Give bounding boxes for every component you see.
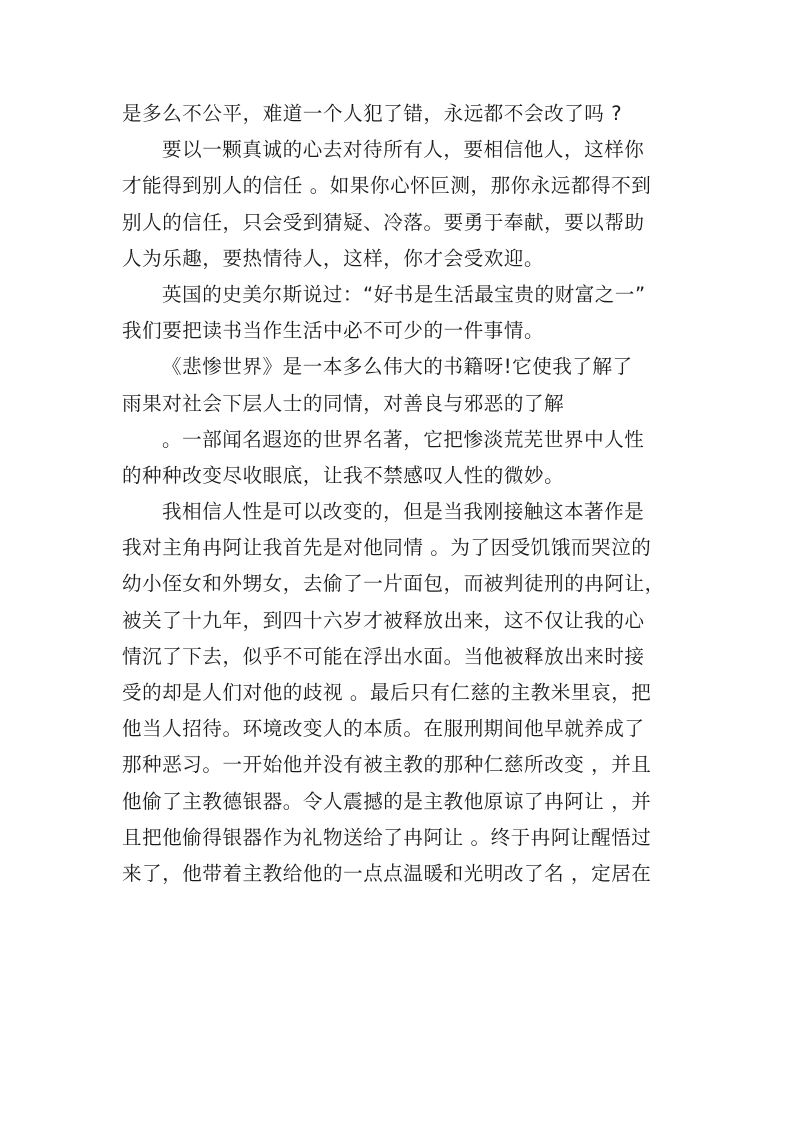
text-line: 幼小侄女和外甥女，去偷了一片面包，而被判徒刑的冉阿让， xyxy=(122,572,665,596)
text-line: 他偷了主教德银器。令人震撼的是主教他原谅了冉阿让 ，并 xyxy=(122,789,652,813)
text-line: 我对主角冉阿让我首先是对他同情 。为了因受饥饿而哭泣的 xyxy=(122,536,652,560)
text-line: 要以一颗真诚的心去对待所有人，要相信他人，这样你 xyxy=(162,138,645,162)
text-line: 是多么不公平，难道一个人犯了错，永远都不会改了吗 ? xyxy=(122,102,623,125)
text-line: 那种恶习。一开始他并没有被主教的那种仁慈所改变 ，并且 xyxy=(122,753,652,777)
text-line: 别人的信任，只会受到猜疑、冷落。要勇于奉献，要以帮助 xyxy=(122,210,645,234)
text-line: 他当人招待。环境改变人的本质。在服刑期间他早就养成了 xyxy=(122,717,645,741)
text-line: 才能得到别人的信任 。如果你心怀叵测，那你永远都得不到 xyxy=(122,174,652,198)
text-line: 《悲惨世界》是一本多么伟大的书籍呀!它使我了解了 xyxy=(162,355,633,379)
text-line: 情沉了下去，似乎不可能在浮出水面。当他被释放出来时接 xyxy=(122,644,645,668)
text-line: 英国的史美尔斯说过：“好书是生活最宝贵的财富之一” xyxy=(162,282,646,306)
text-line: 。一部闻名遐迩的世界名著，它把惨淡荒芜世界中人性 xyxy=(162,427,645,451)
text-line: 来了，他带着主教给他的一点点温暖和光明改了名 ，定居在 xyxy=(122,861,652,885)
text-line: 被关了十九年，到四十六岁才被释放出来，这不仅让我的心 xyxy=(122,608,645,632)
text-line: 我相信人性是可以改变的，但是当我刚接触这本著作是 xyxy=(162,500,645,524)
text-line: 我们要把读书当作生活中必不可少的一件事情。 xyxy=(122,319,545,343)
text-line: 的种种改变尽收眼底，让我不禁感叹人性的微妙。 xyxy=(122,463,565,487)
text-line: 且把他偷得银器作为礼物送给了冉阿让 。终于冉阿让醒悟过 xyxy=(122,825,652,849)
text-line: 雨果对社会下层人士的同情，对善良与邪恶的了解 xyxy=(122,391,565,415)
text-line: 人为乐趣，要热情待人，这样，你才会受欢迎。 xyxy=(122,246,545,270)
text-line: 受的却是人们对他的歧视 。最后只有仁慈的主教米里哀，把 xyxy=(122,681,652,704)
body-text xyxy=(122,96,682,892)
